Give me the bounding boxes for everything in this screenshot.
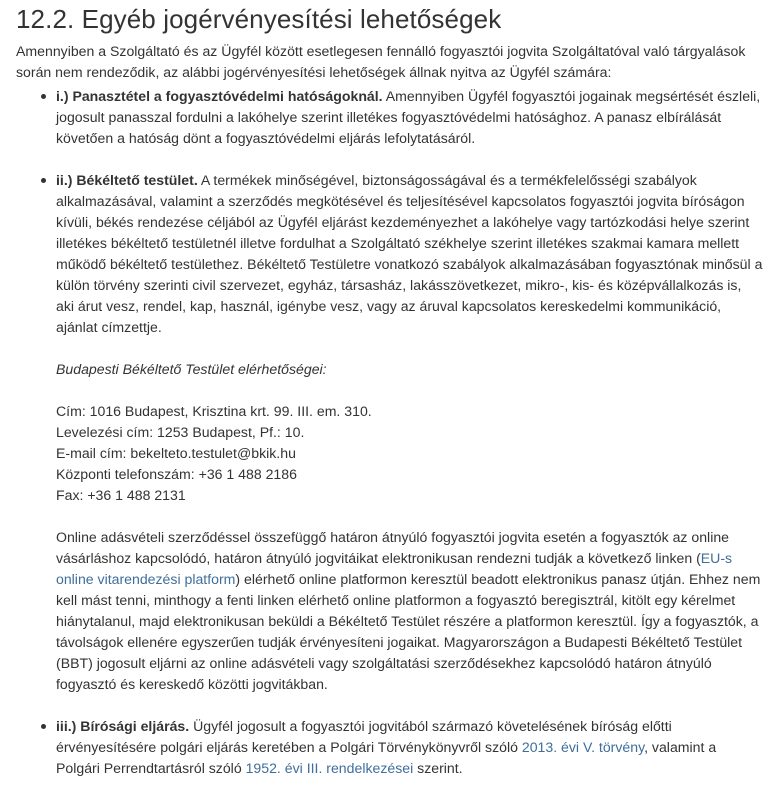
- item-text: A termékek minőségével, biztonságosságával és a termékfelelősségi szabályok alkalmazásával, valamint a szerződés megkötésével és teljesítésével kapcsolatos fogyasztói jogvita bíróságon kívüli, békés rendezése céljából az Ügyfél eljárást kezdeményezhet a lakóhelye vagy tartózkodási helye szerint illetékes békéltető testületnél illetve fordulhat a Szolgáltató székhelye szerint illetékes szakmai kamara mellett működő békéltető testülethez. Békéltető Testületre vonatkozó szabályok alkalmazásában fogyasztónak minősül a külön törvény szerinti civil szervezet, egyház, társasház, lakásszövetkezet, mikro-, kis- és középvállalkozás is, aki árut vesz, rendel, kap, használ, igénybe vesz, vagy az áruval kapcsolatos kereskedelmi kommunikáció, ajánlat címzettje.: [56, 172, 763, 335]
- contact-block: [56, 401, 763, 506]
- civil-code-link[interactable]: 2013. évi V. törvény: [521, 739, 645, 755]
- item-paragraph: [56, 170, 763, 338]
- list-item-court-procedure: iii.) Bírósági eljárás. Ügyfél jogosult a fogyasztói jogvitából származó követelésének bíróság előtti érvényesítésére polgári eljárás keretében a Polgári Törvénykönyvről szóló 2013. évi V. törvény, valamint a Polgári Perrendtartásról szóló 1952. évi III. rendelkezései szerint.: [16, 716, 763, 779]
- item-text: Amennyiben Ügyfél fogyasztói jogainak megsértését észleli, jogosult panasszal fordulni a lakóhelye szerint illetékes fogyasztóvédelmi hatósághoz. A panasz elbírálását követően a hatóság dönt a fogyasztóvédelmi eljárás lefolytatásáról.: [56, 88, 761, 146]
- item-heading: i.) Panasztétel a fogyasztóvédelmi hatóságoknál.: [56, 88, 383, 104]
- section-title: 12.2. Egyéb jogérvényesítési lehetőségek: [16, 4, 502, 34]
- item-heading: iii.) Bírósági eljárás.: [56, 718, 190, 734]
- contact-phone: Központi telefonszám: +36 1 488 2186: [56, 466, 297, 482]
- remedy-list: [16, 86, 763, 779]
- contact-postal: Levelezési cím: 1253 Budapest, Pf.: 10.: [56, 424, 305, 440]
- online-dispute-paragraph: Online adásvételi szerződéssel összefüggő határon átnyúló fogyasztói jogvita esetén a fogyasztók az online vásárláshoz kapcsolódó, határon átnyúló jogvitáikat elektronikusan rendezni tudják a következő linken (EU-s online vitarendezési platform) elérhető online platformon keresztül beadott elektronikus panasz útján. Ehhez nem kell mást tenni, minthogy a fenti linken elérhető online platformon a fogyasztó beregisztrál, kitölt egy kérelmet hiánytalanul, majd elektronikusan beküldi a Békéltető Testület részére a platformon keresztül. Így a fogyasztók, a távolságok ellenére egyszerűen tudják érvényesíteni jogaikat. Magyarországon a Budapesti Békéltető Testület (BBT) jogosult eljárni az online adásvételi vagy szolgáltatási szerződésekhez kapcsolódó határon átnyúló fogyasztó és kereskedő közötti jogvitákban.: [56, 529, 761, 692]
- contact-email: E-mail cím: bekelteto.testulet@bkik.hu: [56, 445, 296, 461]
- list-item-complaint: [16, 86, 763, 149]
- section-intro: Amennyiben a Szolgáltató és az Ügyfél között esetlegesen fennálló fogyasztói jogvita Szolgáltatóval való tárgyalások során nem rendeződik, az alábbi jogérvényesítési lehetőségek állnak nyitva az Ügyfél számára:: [16, 43, 746, 80]
- item-heading: ii.) Békéltető testület.: [56, 172, 198, 188]
- odr-platform-link[interactable]: EU-s online vitarendezési platform: [56, 550, 733, 587]
- list-item-conciliation-board: [16, 170, 763, 695]
- contact-fax: Fax: +36 1 488 2131: [56, 487, 186, 503]
- contact-title: Budapesti Békéltető Testület elérhetőségei:: [56, 361, 327, 377]
- civil-procedure-link[interactable]: 1952. évi III. rendelkezései: [245, 760, 414, 776]
- contact-address: Cím: 1016 Budapest, Krisztina krt. 99. III. em. 310.: [56, 403, 372, 419]
